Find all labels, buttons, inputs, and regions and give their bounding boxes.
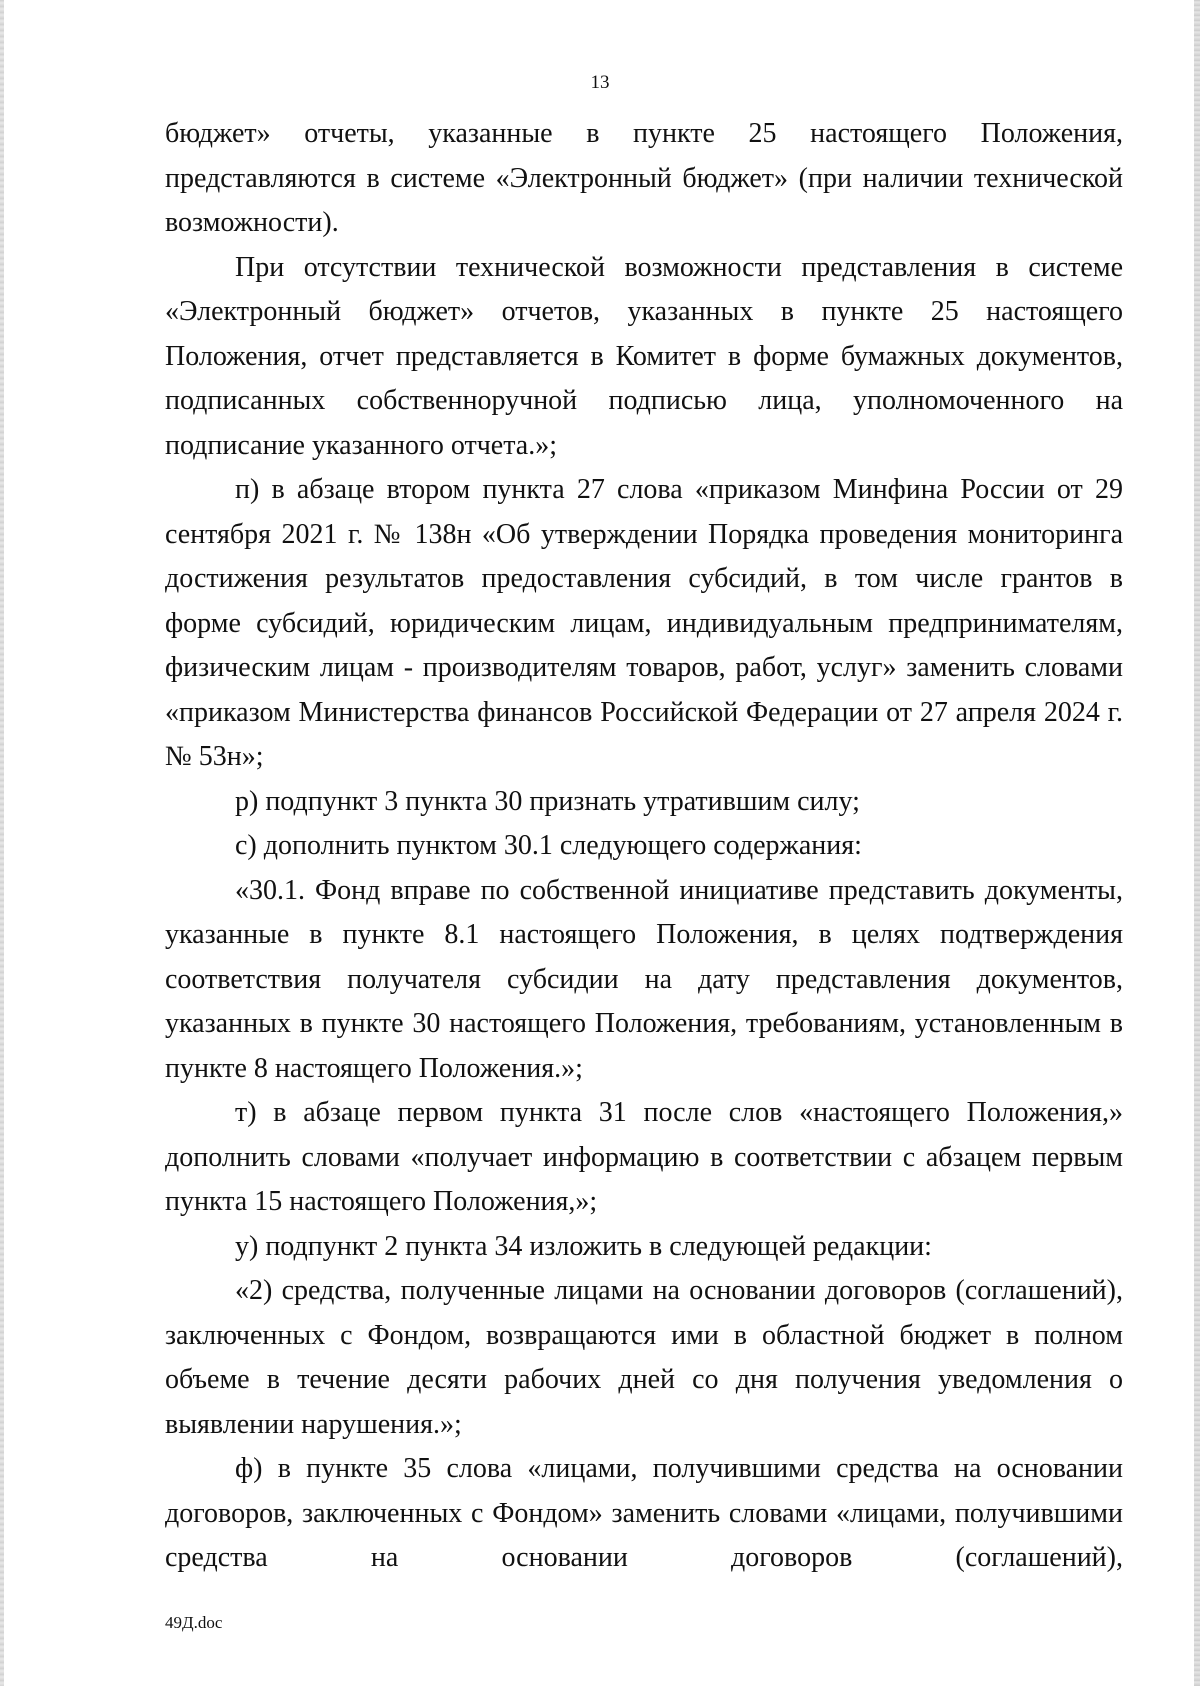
paragraph-no-technical-possibility: При отсутствии технической возможности представления в системе «Электронный бюджет» отчетов, указанных в пункте 25 настоящего Положения, отчет представляется в Комитет в форме бумажных документов, подписанных собственноручной подписью лица, уполномоченного на подписание указанного отчета.»; — [165, 251, 1123, 461]
scan-edge-left — [0, 0, 4, 1686]
file-name-footer: 49Д.doc — [165, 1613, 223, 1632]
paragraph-item-t: т) в абзаце первом пункта 31 после слов «настоящего Положения,» дополнить словами «получает информацию в соответствии с абзацем первым пункта 15 настоящего Положения,»; — [165, 1097, 1123, 1217]
paragraph-subitem-2: «2) средства, полученные лицами на основании договоров (соглашений), заключенных с Фондом, возвращаются ими в областной бюджет в полном объеме в течение десяти рабочих дней со дня получения уведомления о выявлении нарушения.»; — [165, 1275, 1123, 1440]
scan-edge-right — [1194, 0, 1200, 1686]
document-body — [165, 112, 1123, 1581]
paragraph-clause-30-1: «30.1. Фонд вправе по собственной инициативе представить документы, указанные в пункте 8.1 настоящего Положения, в целях подтверждения соответствия получателя субсидии на дату представления документов, указанных в пункте 30 настоящего Положения, требованиям, установленным в пункте 8 настоящего Положения.»; — [165, 874, 1123, 1084]
paragraph-item-u: у) подпункт 2 пункта 34 изложить в следующей редакции: — [235, 1230, 932, 1262]
paragraph-item-r: р) подпункт 3 пункта 30 признать утратившим силу; — [235, 785, 860, 817]
page-number: 13 — [590, 72, 610, 93]
paragraph-item-p: п) в абзаце втором пункта 27 слова «приказом Минфина России от 29 сентября 2021 г. № 138н «Об утверждении Порядка проведения мониторинга достижения результатов предоставления субсидий, в том числе грантов в форме субсидий, юридическим лицам, индивидуальным предпринимателям, физическим лицам - производителям товаров, работ, услуг» заменить словами «приказом Министерства финансов Российской Федерации от 27 апреля 2024 г. № 53н»; — [165, 474, 1123, 772]
paragraph-continuation: бюджет» отчеты, указанные в пункте 25 настоящего Положения, представляются в системе «Электронный бюджет» (при наличии технической возможности). — [165, 118, 1123, 238]
paragraph-item-f: ф) в пункте 35 слова «лицами, получившими средства на основании договоров, заключенных с Фондом» заменить словами «лицами, получившими средства на основании договоров (соглашений), — [165, 1453, 1123, 1573]
paragraph-item-s: с) дополнить пунктом 30.1 следующего содержания: — [235, 830, 862, 861]
